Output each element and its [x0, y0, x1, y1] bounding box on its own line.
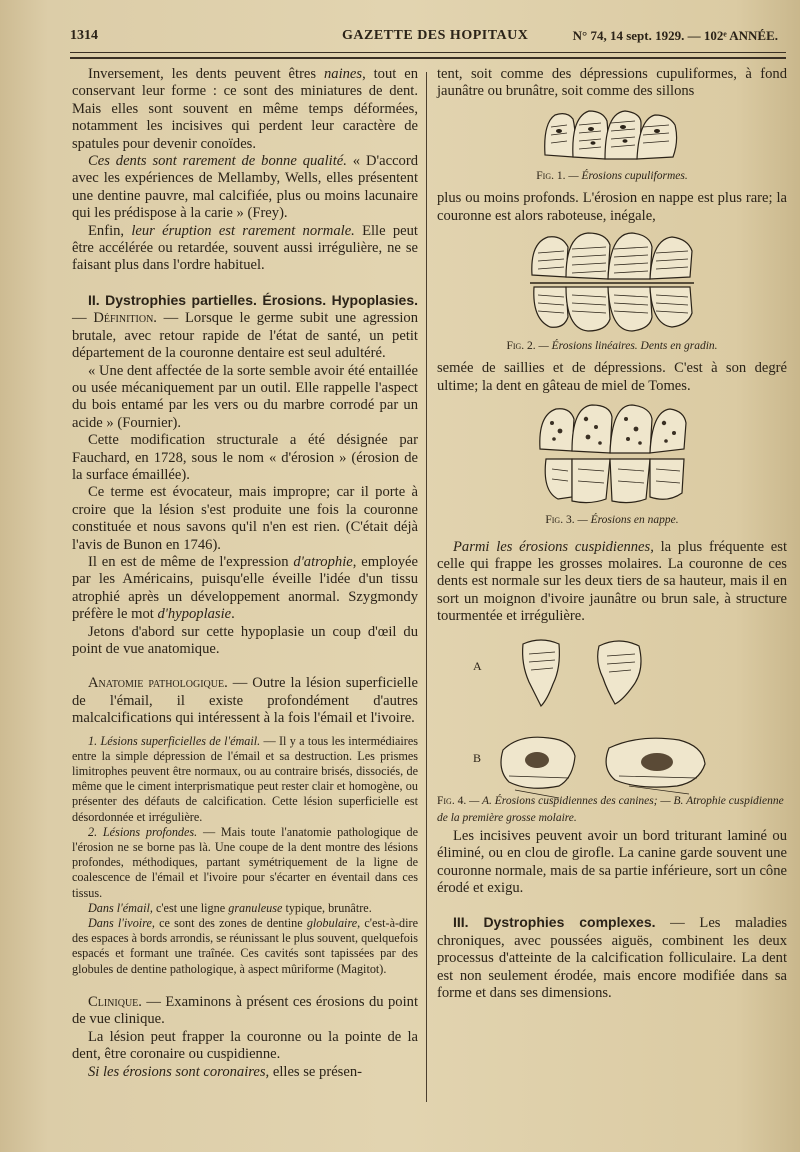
figure-caption: — Érosions linéaires. Dents en gradin.: [535, 340, 718, 353]
journal-title: GAZETTE DES HOPITAUX: [342, 28, 529, 43]
figure-caption: — A. Érosions cuspidiennes des canines; — B. Atrophie cuspidienne de la première grosse molaire.: [437, 794, 784, 825]
page-header: [70, 28, 790, 50]
paragraph: 2. Lésions profondes. — Mais toute l'anatomie pathologique de l'érosion ne se borne pas là. Une coupe de la dent montre des lésions profondes, méthodiques, partant symétriquement de la ligne de coalescence de l'émail et l'ivoire pour s'écarter en éventail dans ces tissus.: [72, 824, 418, 900]
paragraph: plus ou moins profonds. L'érosion en nappe est plus rare; la couronne est alors raboteuse, inégale,: [437, 190, 787, 224]
paragraph: semée de saillies et de dépressions. C'est à son degré ultime; la dent en gâteau de miel de Tomes.: [437, 360, 787, 394]
paragraph: Ce terme est évocateur, mais impropre; car il porte à croire que la lésion s'est produite une fois la couronne constituée et nous savons qu'il n'en est rien. (C'était déjà l'avis de Bunon en 1746).: [72, 484, 418, 553]
paragraph: Ces dents sont rarement de bonne qualité. « D'accord avec les expériences de Mellamby, Wells, elles présentent une dentine pauvre, mal calcifiée, plus ou moins lacunaire qui les prédispose à la carie » (Frey).: [72, 153, 418, 222]
paragraph: tent, soit comme des dépressions cupuliformes, à fond jaunâtre ou brunâtre, soit comme des sillons: [437, 66, 787, 100]
paragraph: Inversement, les dents peuvent êtres naines, tout en conservant leur forme : ce sont des miniatures de dent. Mais elles sont souvent en même temps déformées, notamment les incisives qui perdent leur caractère de spatules pour devenir conoïdes.: [72, 66, 418, 152]
paragraph: Parmi les érosions cuspidiennes, la plus fréquente est celle qui frappe les grosses molaires. La couronne de ces dents est normale sur les deux tiers de sa hauteur, mais il en sort un moignon d'ivoire jaunâtre ou brun sale, à structure tourmentée et irrégulière.: [437, 538, 788, 625]
paragraph: « Une dent affectée de la sorte semble avoir été entaillée ou usée mécaniquement par un outil. Elle rappelle l'aspect du bois entamé par les vers ou du marbre corrodé par un acide » (Fournier).: [72, 362, 418, 431]
paragraph: 1. Lésions superficielles de l'émail. — Il y a tous les intermédiaires entre la simple dépression de l'émail et sa destruction. Les prismes limitrophes peuvent être normaux, ou au contraire brisés, dissociés, de même que le ciment interprismatique peut rester clair et homogène, ou présenter des défauts de calcification. Cette lésion superficielle est désordonnée et irrégulière.: [72, 733, 419, 824]
figure-1: [437, 105, 787, 185]
paragraph: Cette modification structurale a été désignée par Fauchard, en 1728, sous le nom « d'érosion » (érosion de la surface émaillée).: [72, 432, 418, 483]
page-number: 1314: [70, 28, 98, 43]
figure-label-b: B: [473, 750, 482, 765]
right-column: [437, 66, 787, 1002]
section-heading: III. Dystrophies complexes. — Les maladies chroniques, avec poussées aiguës, combinent les deux processus d'atteinte de la calcification folliculaire. La dent est non seulement érodée, mais encore modifiée dans sa forme et dans ses dimensions.: [437, 914, 787, 1001]
header-rule-double: [70, 57, 786, 59]
teeth-illustration-2: [522, 229, 702, 335]
paragraph: Enfin, leur éruption est rarement normale. Elle peut être accélérée ou retardée, souvent aussi irrégulière, ne se faisant plus dans l'ordre habituel.: [72, 222, 418, 274]
paragraph: Les incisives peuvent avoir un bord triturant laminé ou éliminé, ou en clou de girofle. La canine garde souvent une couronne normale, mais de sa partie inférieure, sort un cône érodé et exigu.: [437, 827, 787, 896]
subsection-heading: Anatomie pathologique. — Outre la lésion superficielle de l'émail, il existe profondément d'autres malcalcifications qui intéressent à la fois l'émail et l'ivoire.: [72, 675, 418, 727]
figure-number: Fig. 4.: [437, 794, 467, 807]
figure-number: Fig. 3.: [545, 514, 575, 527]
teeth-illustration-1: [537, 105, 687, 165]
figure-caption: — Érosions en nappe.: [574, 514, 679, 527]
paragraph: Si les érosions sont coronaires, elles se présen-: [88, 1063, 362, 1080]
paragraph: Jetons d'abord sur cette hypoplasie un coup d'œil du point de vue anatomique.: [72, 623, 418, 657]
left-column: [72, 66, 418, 1081]
figure-number: Fig. 2.: [506, 340, 536, 353]
section-heading: II. Dystrophies partielles. Érosions. Hypoplasies. — Définition. — Lorsque le germe subit une agression brutale, avec retour rapide de l'état de santé, un petit département de la couronne dentaire est seul adultéré.: [72, 291, 418, 362]
figure-4: [437, 634, 787, 825]
issue-info: N° 74, 14 sept. 1929. — 102ᵉ ANNÉE.: [572, 28, 778, 43]
paragraph: Dans l'ivoire, ce sont des zones de dentine globulaire, c'est-à-dire des espaces à bords arrondis, se réunissant le plus souvent, quelquefois espacés et formant une traînée. Ces cavités sont tapissées par des globules de dentine pathologique, à aspect mûriforme (Magitot).: [72, 916, 418, 976]
figure-caption: — Érosions cupuliformes.: [565, 169, 688, 182]
figure-number: Fig. 1.: [536, 169, 566, 182]
paragraph: Dans l'émail, c'est une ligne granuleuse typique, brunâtre.: [88, 900, 372, 915]
column-divider: [426, 72, 427, 1102]
paragraph: La lésion peut frapper la couronne ou la pointe de la dent, être coronaire ou cuspidienne.: [72, 1028, 418, 1063]
header-rule: [70, 52, 786, 53]
figure-2: [437, 229, 787, 355]
teeth-illustration-3: [532, 399, 692, 509]
figure-3: [437, 399, 787, 529]
subsection-heading: Clinique. — Examinons à présent ces érosions du point de vue clinique.: [72, 993, 418, 1028]
canine-illustration: [511, 634, 661, 714]
paragraph: Il en est de même de l'expression d'atrophie, employée par les Américains, puisqu'elle éveille l'idée d'un tissu atrophié après un développement anormal. Szygmondy préfère le mot d'hypoplasie.: [72, 553, 418, 623]
figure-label-a: A: [473, 658, 482, 673]
